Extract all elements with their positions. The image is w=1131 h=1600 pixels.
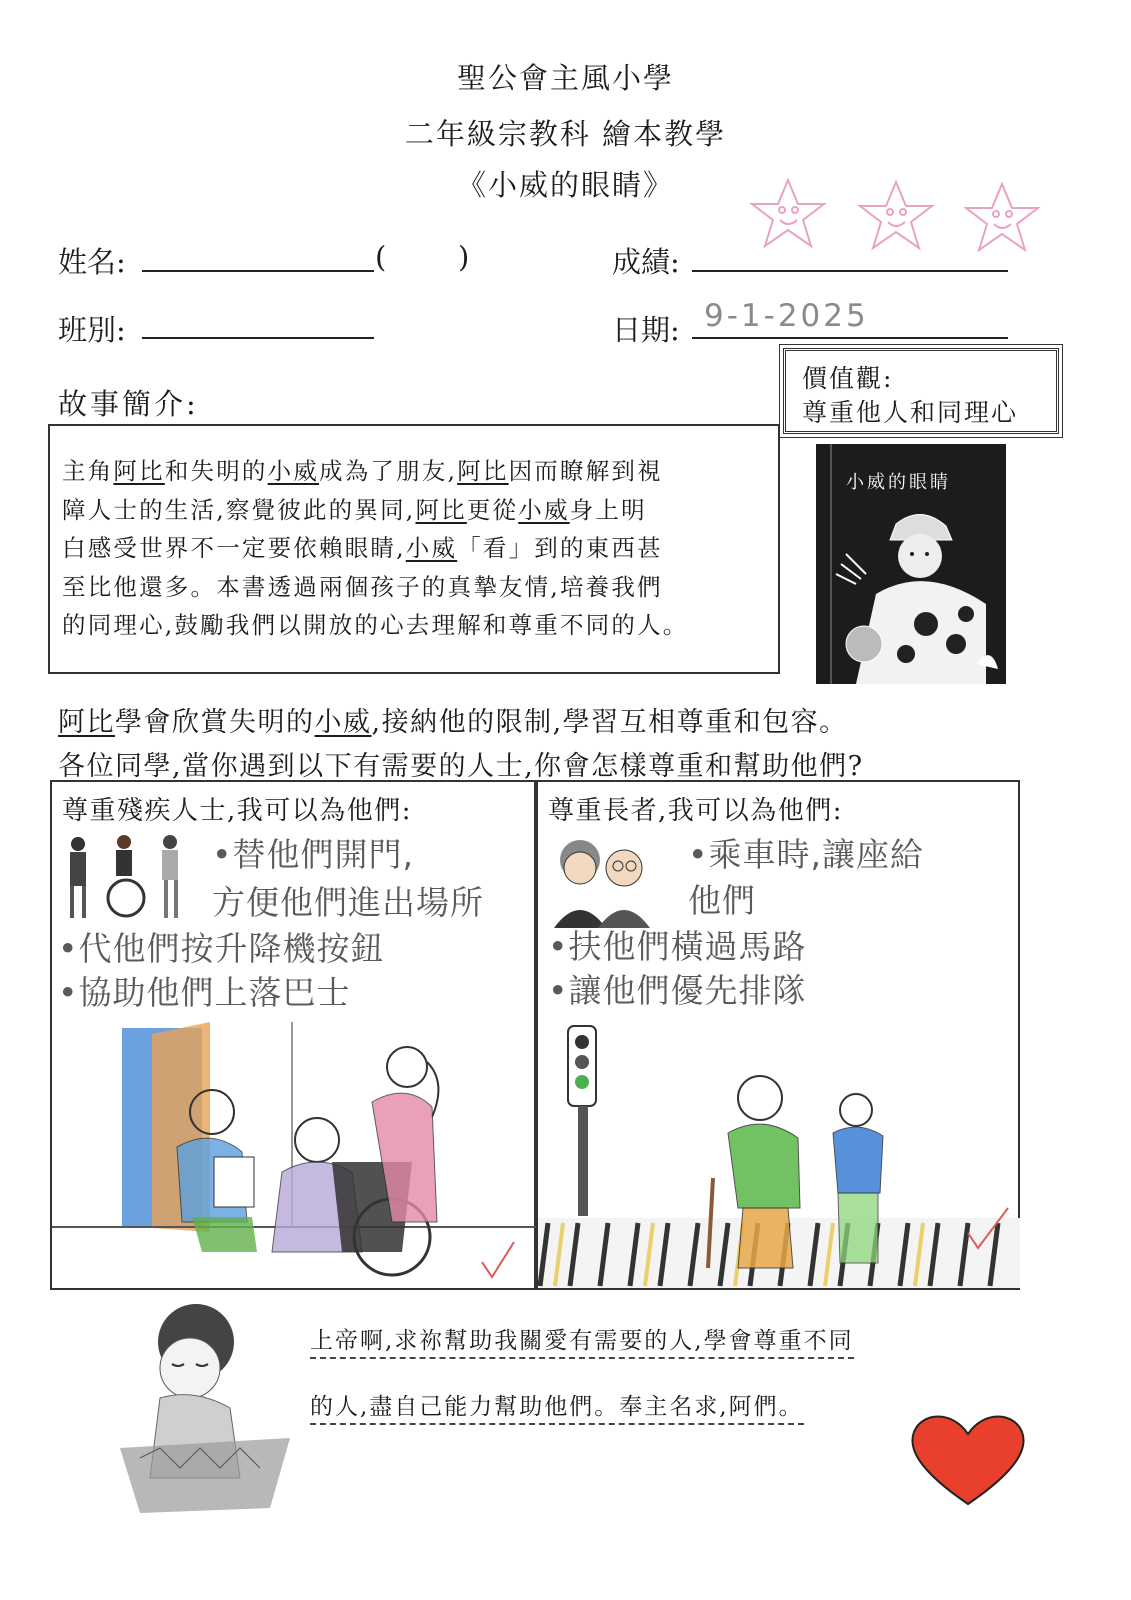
- story-line: [62, 606, 688, 645]
- name-field[interactable]: [142, 270, 374, 272]
- question-name: 阿比: [58, 707, 115, 738]
- story-segment: 因而瞭解到視: [508, 457, 663, 485]
- question-segment: 學會欣賞失明的: [115, 707, 315, 738]
- story-segment: 成為了朋友,: [319, 457, 458, 485]
- story-name: 阿比: [415, 495, 467, 524]
- class-number-paren-open: (: [375, 240, 387, 274]
- answer-right-4: •讓他們優先排隊: [548, 971, 807, 1010]
- star-icon: [860, 182, 932, 248]
- story-segment: 障人士的生活,察覺彼此的異同,: [62, 495, 416, 524]
- class-field[interactable]: [142, 337, 374, 339]
- question-line-2: 各位同學,當你遇到以下有需要的人士,你會怎樣尊重和幫助他們?: [58, 751, 864, 782]
- school-name: 聖公會主風小學: [456, 61, 674, 95]
- story-name: 阿比: [113, 457, 165, 485]
- answer-left-3: •代他們按升降機按鈕: [58, 929, 385, 968]
- story-segment: 至比他還多。本書透過兩個孩子的真摯友情,培養我們: [62, 572, 663, 601]
- story-line: [62, 529, 688, 568]
- score-label: 成績:: [612, 245, 680, 279]
- story-text: [62, 452, 688, 645]
- story-line: [62, 491, 688, 530]
- story-segment: 更從: [466, 495, 519, 524]
- class-label: 班別:: [58, 313, 126, 347]
- answer-left-4: •協助他們上落巴士: [58, 973, 351, 1012]
- story-segment: 「看」到的東西甚: [457, 534, 663, 562]
- story-segment: 和失明的: [164, 457, 268, 485]
- panel-disabled: [50, 780, 536, 1290]
- accessibility-people-icon: [58, 832, 198, 922]
- date-field[interactable]: [692, 337, 1008, 339]
- book-title: 《小威的眼睛》: [456, 168, 674, 202]
- drawing-helping-disabled: [52, 1022, 536, 1290]
- score-field[interactable]: [692, 270, 1008, 272]
- star-icon: [752, 180, 824, 246]
- values-text: 尊重他人和同理心: [802, 398, 1019, 427]
- subject-title: 二年級宗教科 繪本教學: [404, 117, 727, 151]
- book-cover-image: [816, 444, 1006, 684]
- elderly-couple-icon: [546, 832, 658, 928]
- panel-elderly: [536, 780, 1020, 1290]
- class-number-paren-close: ): [458, 240, 470, 274]
- panel-disabled-title: 尊重殘疾人士,我可以為他們:: [62, 796, 413, 826]
- panel-elderly-title: 尊重長者,我可以為他們:: [548, 796, 844, 826]
- question-segment: ,接納他的限制,學習互相尊重和包容。: [371, 707, 848, 738]
- story-segment: 的同理心,鼓勵我們以開放的心去理解和尊重不同的人。: [62, 611, 689, 639]
- book-cover-illustration: [816, 494, 1006, 684]
- answer-left-1: •替他們開門,: [212, 835, 414, 874]
- star-icon: [966, 184, 1038, 250]
- class-number-field[interactable]: [392, 244, 452, 274]
- story-box: [48, 424, 780, 674]
- story-line: [62, 452, 688, 491]
- name-label: 姓名:: [58, 245, 126, 279]
- values-box: [783, 348, 1059, 434]
- question-name: 小威: [314, 707, 372, 738]
- story-segment: 白感受世界不一定要依賴眼睛,: [62, 534, 406, 562]
- answer-right-3: •扶他們橫過馬路: [548, 927, 807, 966]
- drawing-helping-elderly: [538, 1018, 1020, 1290]
- story-segment: 身上明: [569, 495, 647, 524]
- star-stickers: [740, 172, 1060, 262]
- story-name: 阿比: [457, 457, 509, 485]
- answer-left-2: 方便他們進出場所: [212, 883, 484, 922]
- answer-right-2: 他們: [688, 881, 756, 920]
- prayer-line-2: 的人,盡自己能力幫助他們。奉主名求,阿們。: [310, 1388, 804, 1425]
- story-name: 小威: [518, 495, 570, 524]
- story-segment: 主角: [62, 457, 114, 485]
- heart-icon: [908, 1408, 1028, 1508]
- values-label: 價值觀:: [802, 364, 894, 393]
- story-name: 小威: [267, 457, 320, 485]
- story-name: 小威: [405, 534, 458, 562]
- story-heading: 故事簡介:: [58, 387, 199, 421]
- question-line-1: [58, 700, 848, 739]
- answer-right-1: •乘車時,讓座給: [688, 835, 924, 874]
- prayer-line-1: 上帝啊,求祢幫助我關愛有需要的人,學會尊重不同: [310, 1322, 854, 1359]
- book-cover-title: 小威的眼睛: [846, 472, 951, 493]
- story-line: [62, 568, 688, 607]
- date-value: 9-1-2025: [704, 298, 869, 334]
- praying-child-illustration: [100, 1298, 300, 1518]
- date-label: 日期:: [612, 313, 680, 347]
